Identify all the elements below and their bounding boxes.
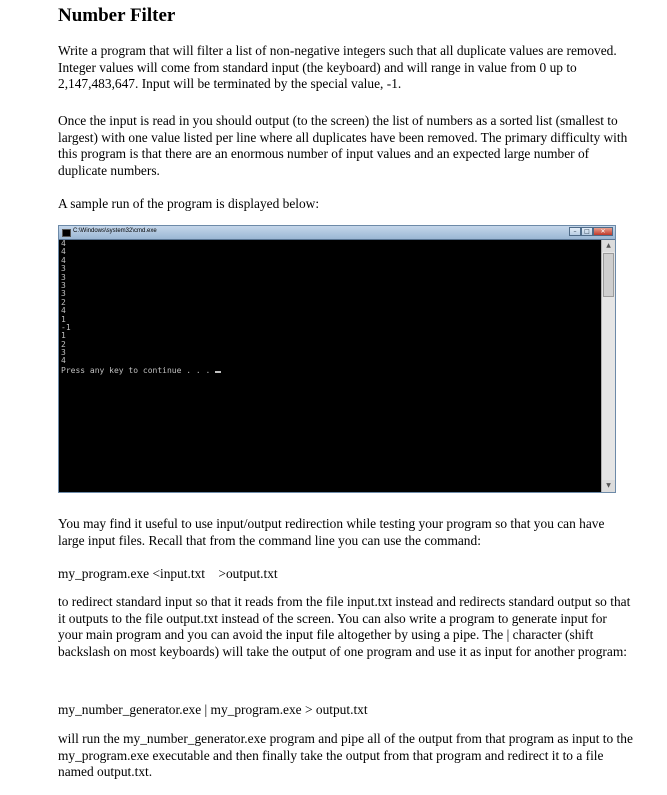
minimize-icon: –: [569, 227, 581, 236]
console-line: 1: [61, 331, 66, 341]
cmd-app-icon: [62, 229, 71, 237]
console-line: 4: [61, 306, 66, 316]
console-line: 4: [61, 247, 66, 257]
output-requirements-paragraph: Once the input is read in you should output (to the screen) the list of numbers as a sorted list (smallest to largest) with one value listed per line where all duplicates have been removed. The primary difficulty with this program is that there are an enormous number of input values and an expected large number of duplicate numbers.: [58, 113, 628, 178]
console-prompt-text: Press any key to continue . . .: [61, 365, 216, 375]
console-line: 4: [61, 255, 66, 265]
scroll-thumb: [603, 253, 614, 297]
page-title: Number Filter: [58, 5, 176, 26]
console-line: 3: [61, 264, 66, 274]
cursor-caret: [215, 371, 221, 373]
scroll-down-arrow-icon: ▼: [602, 480, 615, 492]
console-line: 2: [61, 339, 66, 349]
maximize-icon: □: [581, 227, 593, 236]
console-line: 2: [61, 297, 66, 307]
console-line: 4: [61, 240, 66, 248]
intro-paragraph: Write a program that will filter a list of non-negative integers such that all duplicate values are removed. Integer values will come from standard input (the keyboard) and will range in value from 0 up to 2,147,483,647. Input will be terminated by the special value, -1.: [58, 43, 617, 91]
console-line: 3: [61, 280, 66, 290]
console-line: 4: [61, 356, 66, 366]
sample-run-caption: A sample run of the program is displayed below:: [58, 196, 320, 211]
pipe-explanation-paragraph: to redirect standard input so that it reads from the file input.txt instead and redirects standard output so that it outputs to the file output.txt instead of the screen. You can also write a program to generate input for your main program and you can avoid the input file altogether by using a pipe. The | character (shift backslash on most keyboards) will take the output of one program and use it as input for another program:: [58, 594, 631, 659]
console-line: -1: [61, 322, 71, 332]
redirection-command: my_program.exe <input.txt >output.txt: [58, 566, 278, 581]
console-line: 3: [61, 272, 66, 282]
console-prompt-line: [61, 367, 599, 375]
close-icon: ✕: [593, 227, 613, 236]
console-line: 3: [61, 289, 66, 299]
pipe-result-paragraph: will run the my_number_generator.exe program and pipe all of the output from that program as input to the my_program.exe executable and then finally take the output from that program and redirect it to a file named output.txt.: [58, 731, 633, 779]
pipe-command: my_number_generator.exe | my_program.exe > output.txt: [58, 702, 368, 717]
console-scrollbar: [601, 240, 615, 492]
console-window-screenshot: [58, 225, 616, 493]
console-line: 1: [61, 314, 66, 324]
console-window-title: C:\Windows\system32\cmd.exe: [73, 228, 157, 234]
redirection-paragraph: You may find it useful to use input/output redirection while testing your program so that you can have large input files. Recall that from the command line you can use the command:: [58, 516, 605, 548]
console-titlebar: [59, 226, 615, 240]
scroll-up-arrow-icon: ▲: [602, 240, 615, 252]
console-output: [61, 240, 599, 490]
console-line: 3: [61, 348, 66, 358]
